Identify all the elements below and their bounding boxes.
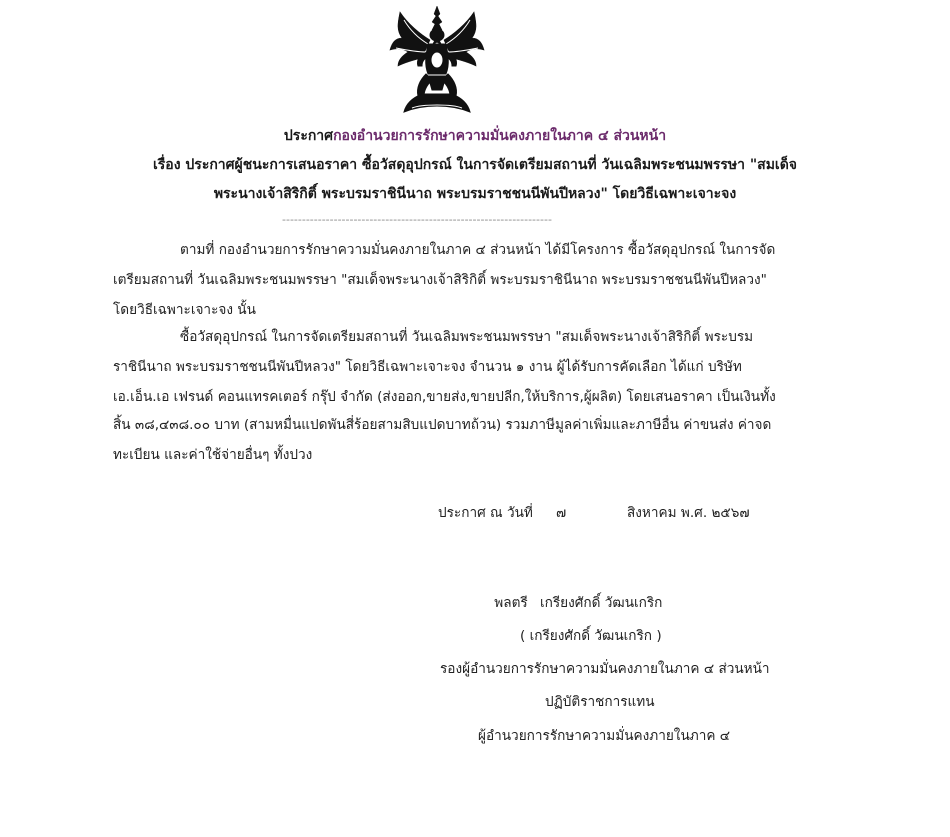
signer-rank-name [482, 588, 662, 618]
date-label: ประกาศ ณ วันที่ [438, 505, 533, 521]
date-day: ๗ [556, 505, 567, 521]
paragraph-1-line-2: เตรียมสถานที่ วันเฉลิมพระชนมพรรษา "สมเด็จพระนางเจ้าสิริกิติ์ พระบรมราชินีนาถ พระบรมราชชนนีพันปีหลวง" [113, 272, 767, 288]
subject-line-2: พระนางเจ้าสิริกิติ์ พระบรมราชินีนาถ พระบรมราชชนนีพันปีหลวง" โดยวิธีเฉพาะเจาะจง [213, 186, 737, 202]
paragraph-2-line-4: สิ้น ๓๘,๔๓๘.๐๐ บาท (สามหมื่นแปดพันสี่ร้อยสามสิบแปดบาทถ้วน) รวมภาษีมูลค่าเพิ่มและภาษีอื่น ค่าขนส่ง ค่าจด [113, 417, 772, 433]
signer-rank: พลตรี [494, 595, 528, 611]
paragraph-1-line-1: ตามที่ กองอำนวยการรักษาความมั่นคงภายในภาค ๔ ส่วนหน้า ได้มีโครงการ ซื้อวัสดุอุปกรณ์ ในการจัด [180, 242, 776, 258]
title-organization: กองอำนวยการรักษาความมั่นคงภายในภาค ๔ ส่วนหน้า [333, 128, 667, 144]
paragraph-2-line-3: เอ.เอ็น.เอ เฟรนด์ คอนแทรคเตอร์ กรุ๊ป จำกัด (ส่งออก,ขายส่ง,ขายปลีก,ให้บริการ,ผู้ผลิต) โดยเสนอราคา เป็นเงินทั้ง [113, 389, 776, 405]
paragraph-2-line-1: ซื้อวัสดุอุปกรณ์ ในการจัดเตรียมสถานที่ วันเฉลิมพระชนมพรรษา "สมเด็จพระนางเจ้าสิริกิติ์ พระบรม [180, 329, 754, 345]
divider-line: -------------------------------------------------------------------- [282, 214, 552, 226]
signer-on-behalf-of: ผู้อำนวยการรักษาความมั่นคงภายในภาค ๔ [478, 728, 731, 744]
paragraph-2-line-2: ราชินีนาถ พระบรมราชชนนีพันปีหลวง" โดยวิธีเฉพาะเจาะจง จำนวน ๑ งาน ผู้ได้รับการคัดเลือก ได้แก่ บริษัท [113, 359, 742, 375]
title-prefix: ประกาศ [283, 128, 334, 144]
subject-line-1: เรื่อง ประกาศผู้ชนะการเสนอราคา ซื้อวัสดุอุปกรณ์ ในการจัดเตรียมสถานที่ วันเฉลิมพระชนมพรรษา "สมเด็จ [152, 157, 798, 173]
paragraph-1-line-3: โดยวิธีเฉพาะเจาะจง นั้น [113, 302, 256, 318]
signer-printed-name: ( เกรียงศักดิ์ วัฒนเกริก ) [520, 628, 662, 644]
garuda-emblem-icon [382, 4, 492, 116]
announcement-title [110, 121, 840, 151]
signer-acting: ปฏิบัติราชการแทน [545, 694, 655, 710]
signer-position: รองผู้อำนวยการรักษาความมั่นคงภายในภาค ๔ ส่วนหน้า [440, 661, 770, 677]
signer-name: เกรียงศักดิ์ วัฒนเกริก [540, 595, 663, 611]
date-month-year: สิงหาคม พ.ศ. ๒๕๖๗ [627, 505, 750, 521]
paragraph-2-line-5: ทะเบียน และค่าใช้จ่ายอื่นๆ ทั้งปวง [113, 447, 313, 463]
